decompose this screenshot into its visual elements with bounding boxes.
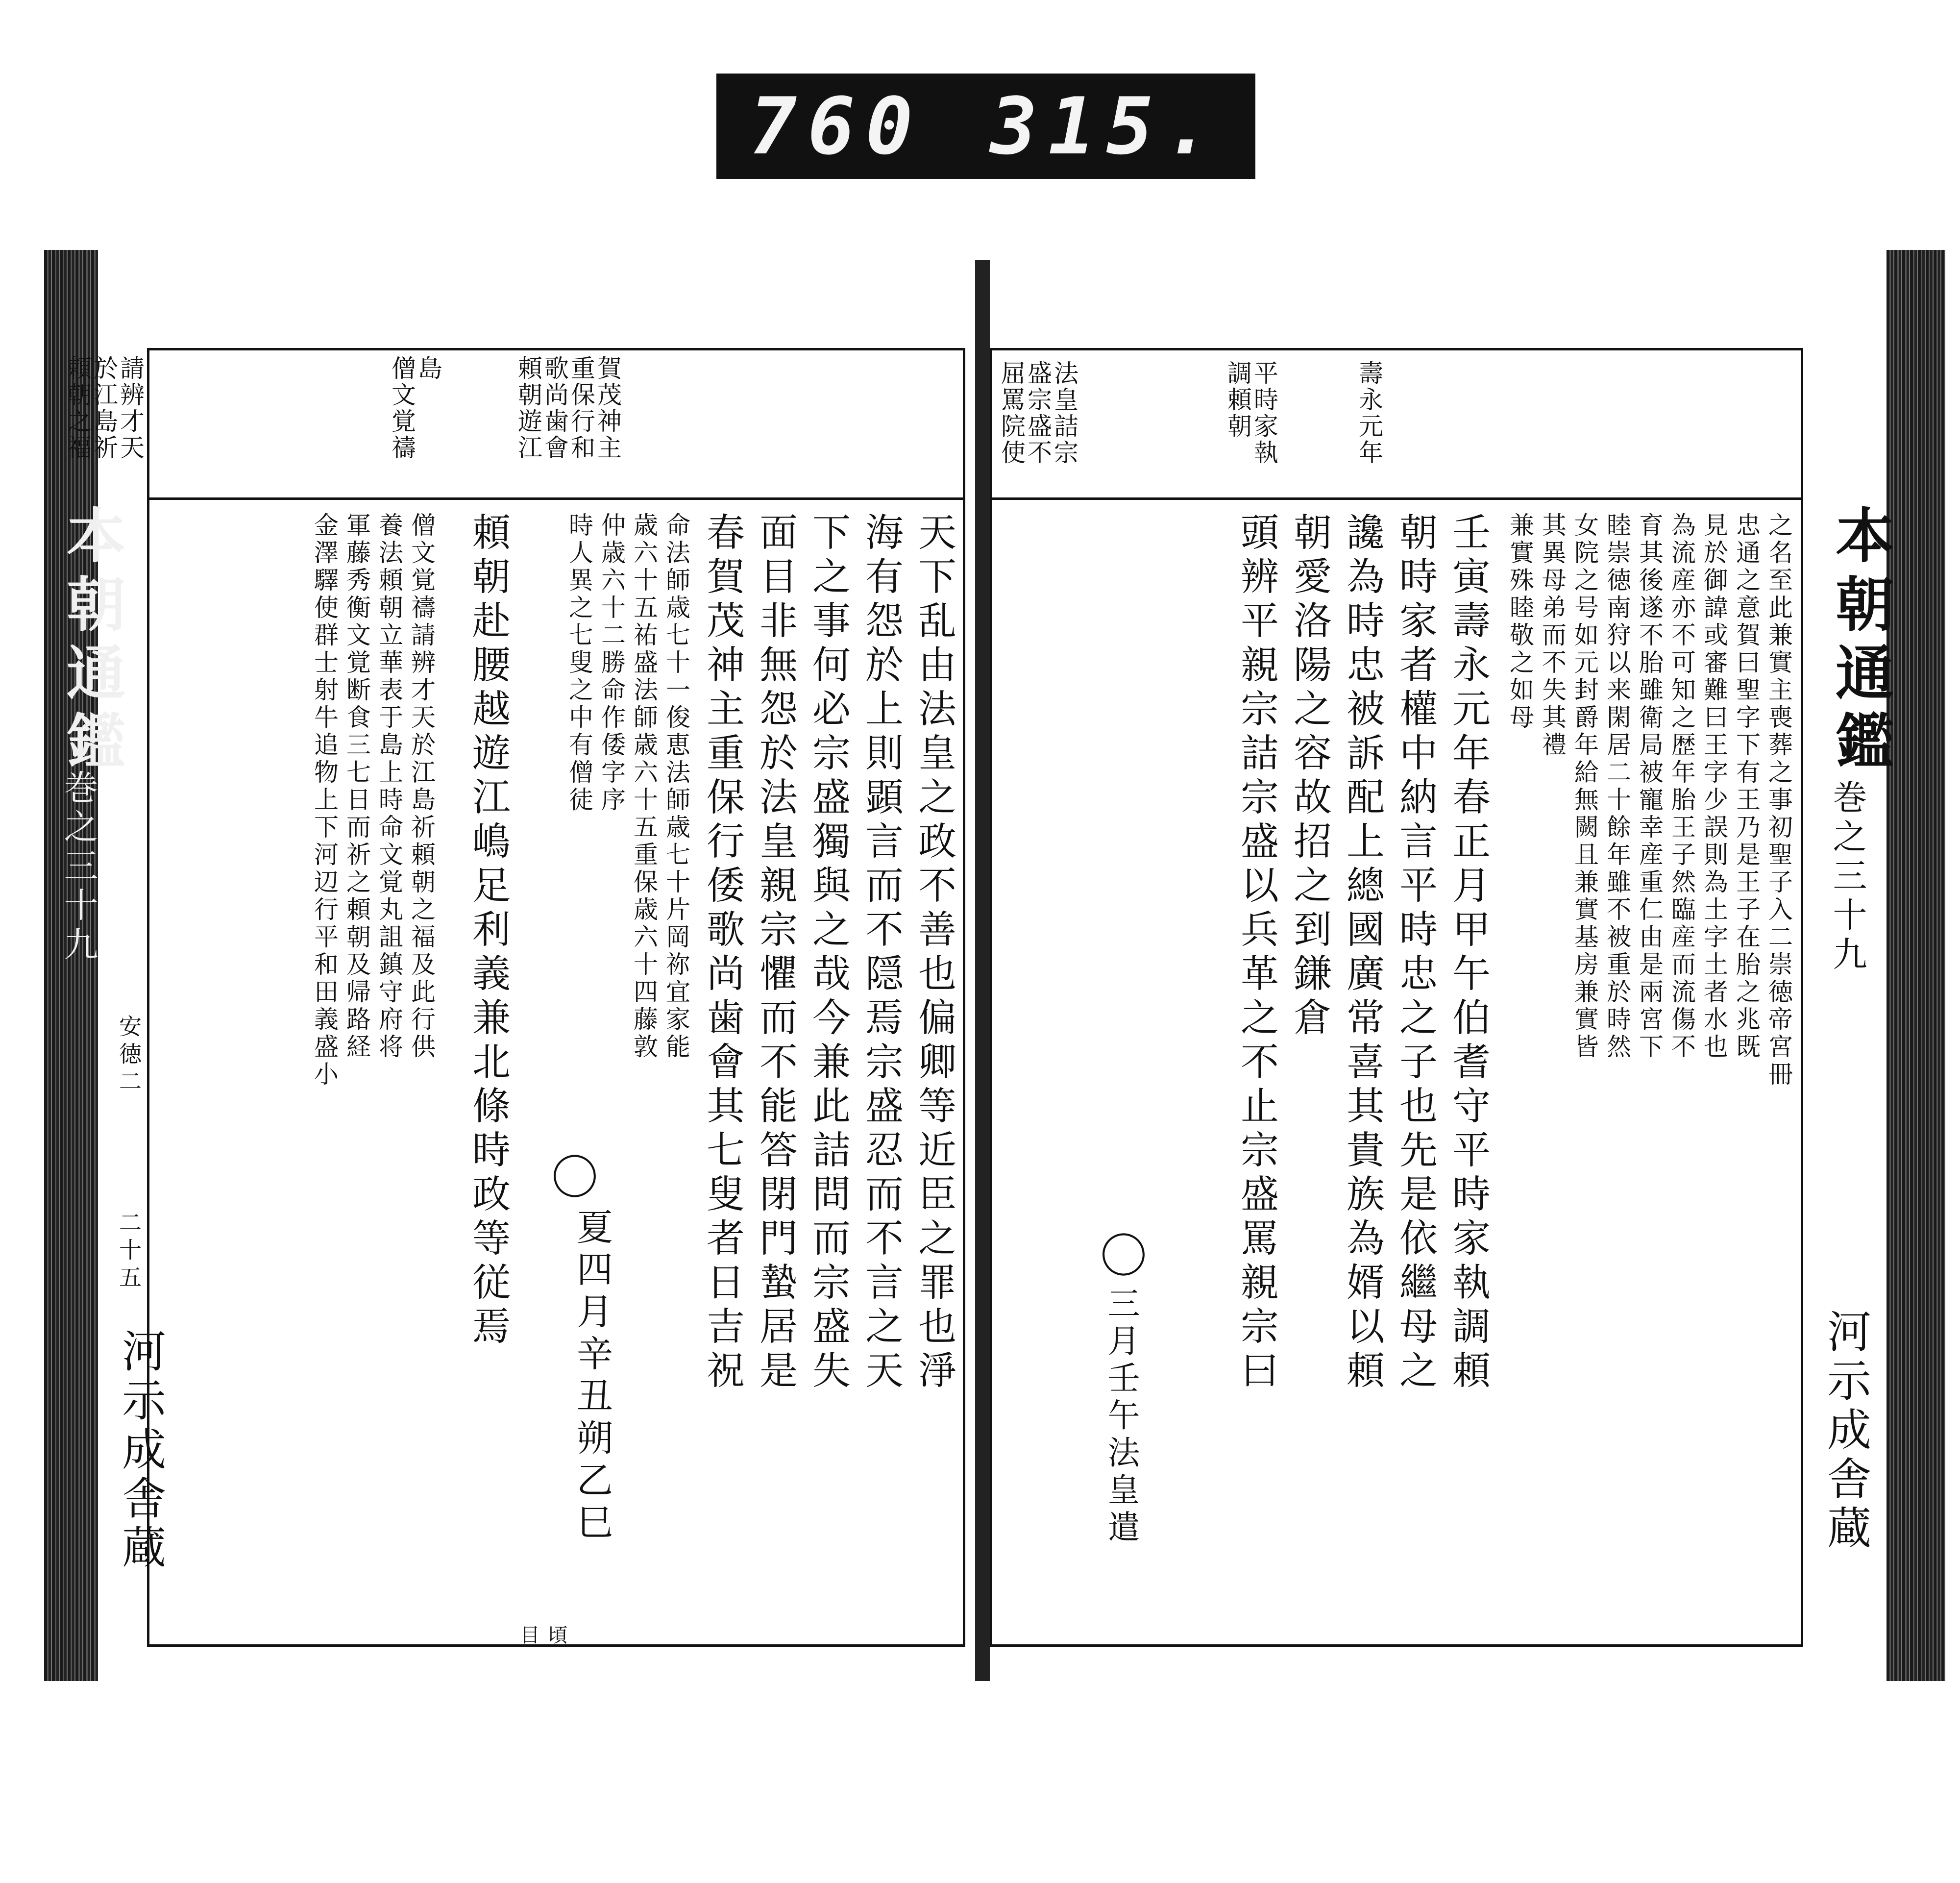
headnote: 島 xyxy=(414,355,442,382)
text-column: 朝愛洛陽之容故招之到鎌倉 xyxy=(1287,512,1331,1041)
text-column: 其異母弟而不失其禮 xyxy=(1538,512,1567,759)
right-margin-volume: 巻之三十九 xyxy=(1827,779,1867,975)
text-column: 睦崇徳南狩以来閑居二十餘年雖不被重於時然 xyxy=(1603,512,1631,1061)
left-margin-title: 本朝通鑑 xyxy=(57,505,126,779)
left-head-rule xyxy=(149,497,963,500)
text-column: 為流産亦不可知之歴年胎王子然臨産而流傷不 xyxy=(1667,512,1696,1061)
headnote: 賀茂神主 xyxy=(593,355,622,461)
right-margin-publisher: 河示成舎蔵 xyxy=(1819,1309,1871,1554)
text-column: 時人異之七叟之中有僧徒 xyxy=(565,512,593,814)
right-page xyxy=(990,230,1955,1759)
summer-heading: 夏四月辛丑朔乙巳 xyxy=(571,1208,613,1545)
text-column: 仲歳六十二勝命作倭字序 xyxy=(597,512,626,814)
headnote: 壽永元年 xyxy=(1355,360,1383,466)
text-column: 下之事何必宗盛獨與之哉今兼此詰問而宗盛失 xyxy=(806,512,850,1394)
text-column: 春賀茂神主重保行倭歌尚歯會其七叟者日吉祝 xyxy=(700,512,744,1394)
circle-mark: 〇 xyxy=(1100,1229,1147,1284)
headnote: 重保行和 xyxy=(567,355,595,461)
text-column: 僧文覚禱請辨才天於江島祈頼朝之福及此行供 xyxy=(407,512,436,1061)
text-column: 之名至此兼實主喪葬之事初聖子入二崇徳帝宮冊 xyxy=(1764,512,1793,1089)
left-margin-reign: 安徳二 xyxy=(116,1015,142,1097)
march-heading: 三月壬午法皇遣 xyxy=(1102,1287,1140,1547)
headnote: 請辨才天 xyxy=(116,355,145,461)
headnote: 屈罵院使 xyxy=(997,360,1026,466)
text-column: 養法頼朝立華表于島上時命文覚丸詛鎮守府将 xyxy=(375,512,403,1061)
text-column: 忠通之意賀曰聖字下有王乃是王子在胎之兆既 xyxy=(1732,512,1761,1061)
right-main-text xyxy=(1223,512,1490,1394)
text-column: 壬寅壽永元年春正月甲午伯耆守平時家執調頼 xyxy=(1446,512,1490,1394)
catalogue-label xyxy=(716,74,1255,179)
right-fore-edge xyxy=(1886,250,1945,1681)
label-sub: 315. xyxy=(990,80,1223,172)
headnote: 頼朝之福 xyxy=(63,355,92,461)
headnote: 歌尚歯會 xyxy=(540,355,569,461)
text-column: 歳六十五祐盛法師歳六十五重保歳六十四藤敦 xyxy=(630,512,658,1061)
left-small-text xyxy=(559,512,688,1061)
text-column: 金澤驛使群士射牛追物上下河辺行平和田義盛小 xyxy=(310,512,339,1089)
text-column: 命法師歳七十一俊恵法師歳七十片岡祢宜家能 xyxy=(662,512,690,1061)
text-column: 軍藤秀衡文覚断食三七日而祈之頼朝及帰路経 xyxy=(343,512,371,1061)
right-head-rule xyxy=(992,497,1801,500)
text-column: 朝時家者權中納言平時忠之子也先是依繼母之 xyxy=(1393,512,1437,1394)
left-small-text-2 xyxy=(304,512,434,1089)
label-number: 760 xyxy=(749,80,924,172)
text-column: 兼實殊睦敬之如母 xyxy=(1506,512,1534,732)
headnote: 僧文覚禱 xyxy=(388,355,416,461)
right-margin-title: 本朝通鑑 xyxy=(1826,505,1895,779)
text-column: 女院之号如元封爵年給無闕且兼實基房兼實皆 xyxy=(1570,512,1599,1061)
right-headnotes xyxy=(997,360,1381,466)
book-gutter xyxy=(975,260,990,1681)
left-margin-folio: 二十五 xyxy=(116,1211,142,1293)
left-main-text-2 xyxy=(454,512,510,1350)
left-page xyxy=(15,230,980,1759)
circle-mark: 〇 xyxy=(551,1150,598,1205)
text-column: 育其後遂不胎雖衛局被寵幸産重仁由是兩宮下 xyxy=(1635,512,1664,1061)
headnote: 平時家執 xyxy=(1250,360,1278,466)
text-column: 海有怨於上則顕言而不隠焉宗盛忍而不言之天 xyxy=(859,512,903,1394)
left-headnotes xyxy=(63,355,620,461)
book-spread xyxy=(15,230,1955,1759)
item-mark: 頃目 xyxy=(517,1625,567,1644)
headnote: 頼朝遊江 xyxy=(514,355,542,461)
text-column: 天下乱由法皇之政不善也偏卿等近臣之罪也淨 xyxy=(912,512,956,1394)
headnote: 盛宗盛不 xyxy=(1024,360,1052,466)
left-fore-edge xyxy=(44,250,98,1681)
text-column: 頼朝赴腰越遊江嶋足利義兼北條時政等従焉 xyxy=(466,512,510,1350)
left-main-text xyxy=(688,512,956,1394)
left-margin-publisher: 河示成舎蔵 xyxy=(114,1328,166,1573)
headnote: 於江島祈 xyxy=(90,355,118,461)
text-column: 讒為時忠被訴配上總國廣常喜其貴族為婿以頼 xyxy=(1340,512,1384,1394)
headnote: 調頼朝 xyxy=(1224,360,1252,440)
right-small-text xyxy=(1500,512,1791,1089)
headnote: 法皇詰宗 xyxy=(1050,360,1078,466)
text-column: 頭辨平親宗詰宗盛以兵革之不止宗盛罵親宗曰 xyxy=(1234,512,1278,1394)
text-column: 面目非無怨於法皇親宗懼而不能答閉門蟄居是 xyxy=(753,512,797,1394)
right-text-frame xyxy=(990,348,1803,1647)
left-margin-volume: 巻之三十九 xyxy=(58,769,98,966)
text-column: 見於御諱或審難曰王字少誤則為土字土者水也 xyxy=(1700,512,1728,1061)
